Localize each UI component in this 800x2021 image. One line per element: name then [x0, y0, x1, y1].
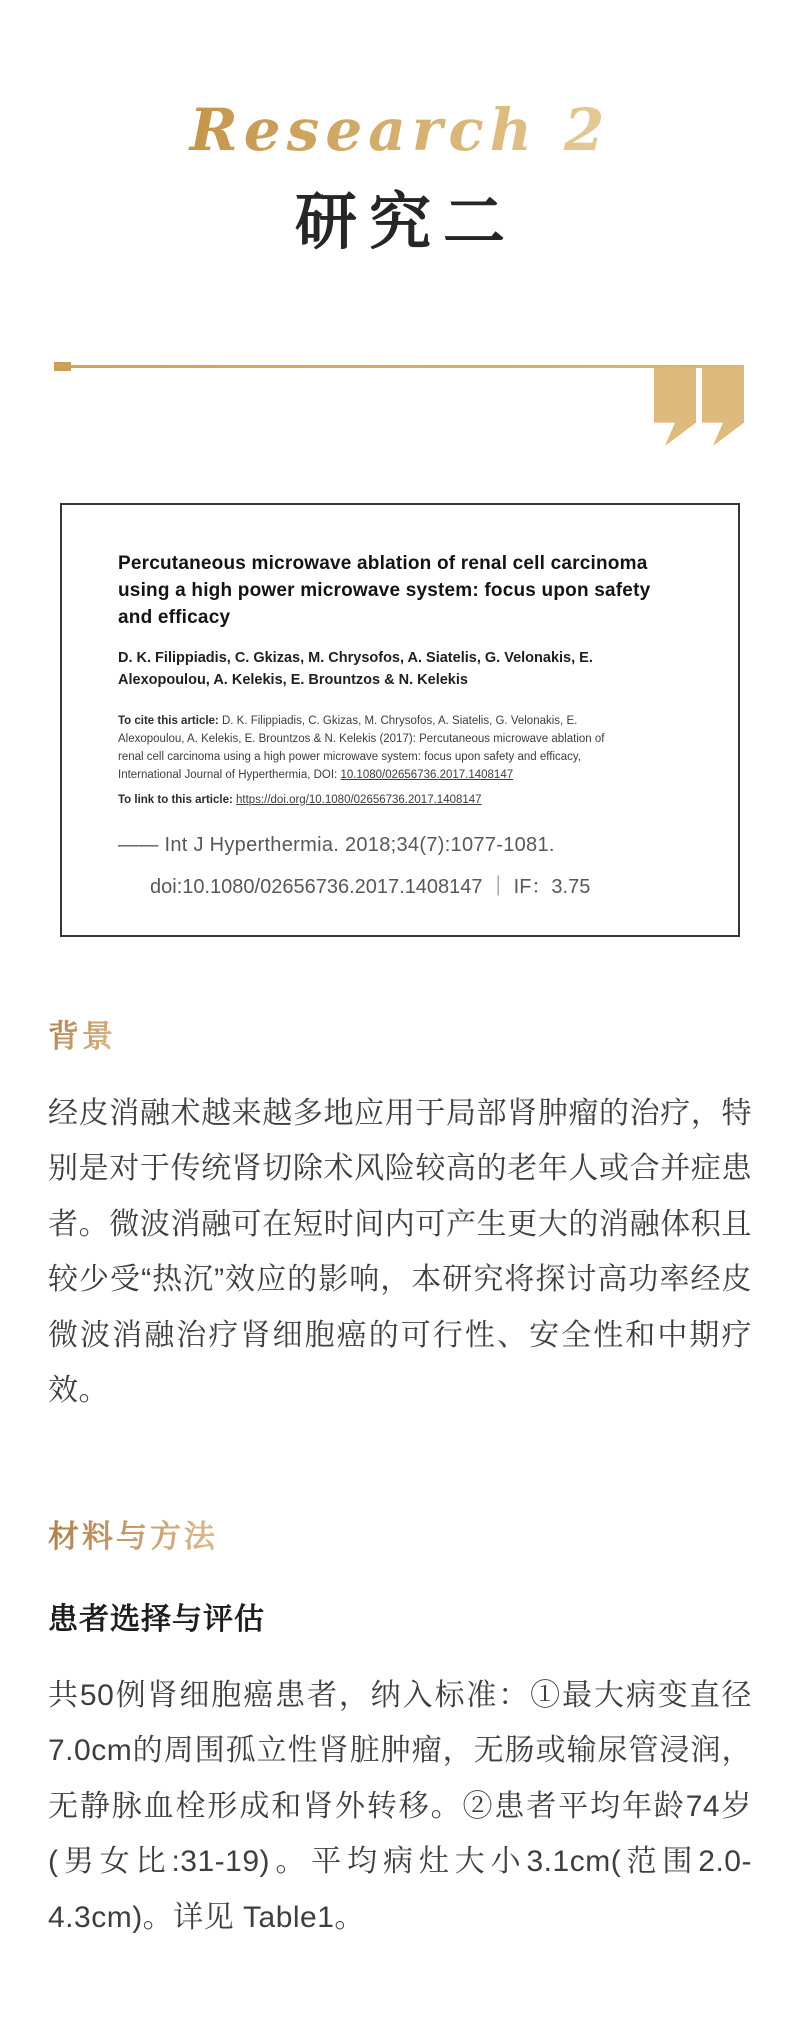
link-label: To link to this article: [118, 793, 233, 806]
closing-quote-icon [654, 368, 744, 446]
background-paragraph: 经皮消融术越来越多地应用于局部肾肿瘤的治疗，特别是对于传统肾切除术风险较高的老年人或合并症患者。微波消融可在短时间内可产生更大的消融体积且较少受“热沉”效应的影响，本研究将探讨高功率经皮微波消融治疗肾细胞癌的可行性、安全性和中期疗效。 [48, 1096, 752, 1408]
methods-heading: 材料与方法 [48, 1511, 218, 1556]
cite-label: To cite this article: [118, 715, 219, 728]
cite-doi-link[interactable]: 10.1080/02656736.2017.1408147 [340, 768, 514, 781]
cite-paragraph [118, 713, 626, 784]
paper-authors: D. K. Filippiadis, C. Gkizas, M. Chrysofos, A. Siatelis, G. Velonakis, E. Alexopoulou, A. Kelekis, E. Brountzos & N. Kelekis [118, 649, 593, 688]
doi-impact-factor: doi:10.1080/02656736.2017.1408147 ｜ IF：3.75 [150, 875, 591, 898]
quote-comma-left [654, 368, 696, 446]
journal-reference: —— Int J Hyperthermia. 2018;34(7):1077-1081. [118, 833, 555, 856]
link-paragraph [118, 794, 626, 806]
background-heading-row [48, 1011, 752, 1056]
background-heading: 背景 [48, 1011, 116, 1056]
article-url-link[interactable]: https://doi.org/10.1080/02656736.2017.1408147 [236, 793, 482, 806]
patient-selection-subheading: 患者选择与评估 [48, 1602, 265, 1636]
paper-title: Percutaneous microwave ablation of renal cell carcinoma using a high power microwave system: focus upon safety and efficacy [118, 553, 651, 628]
section-title-english: Research 2 [48, 96, 752, 164]
cite-text: D. K. Filippiadis, C. Gkizas, M. Chrysofos, A. Siatelis, G. Velonakis, E. Alexopoulou, A. Kelekis, E. Brountzos & N. Kelekis (2017): Percutaneous microwave ablation of renal cell carcinoma using a high power microwave system: focus upon safety and efficacy, International Journal of Hyperthermia, DOI: [118, 715, 605, 781]
methods-heading-row [48, 1511, 752, 1556]
divider-line [56, 365, 744, 368]
methods-paragraph: 共50例肾细胞癌患者，纳入标准：①最大病变直径7.0cm的周围孤立性肾脏肿瘤，无肠或输尿管浸润，无静脉血栓形成和肾外转移。②患者平均年龄74岁(男女比:31-19)。平均病灶大小3.1cm(范围2.0-4.3cm)。详见 Table1。 [48, 1678, 752, 1934]
gold-divider [56, 361, 744, 449]
article-page [0, 96, 800, 1945]
quote-comma-right [702, 368, 744, 446]
paper-citation-card [60, 503, 740, 937]
section-title-chinese: 研究二 [294, 185, 517, 258]
